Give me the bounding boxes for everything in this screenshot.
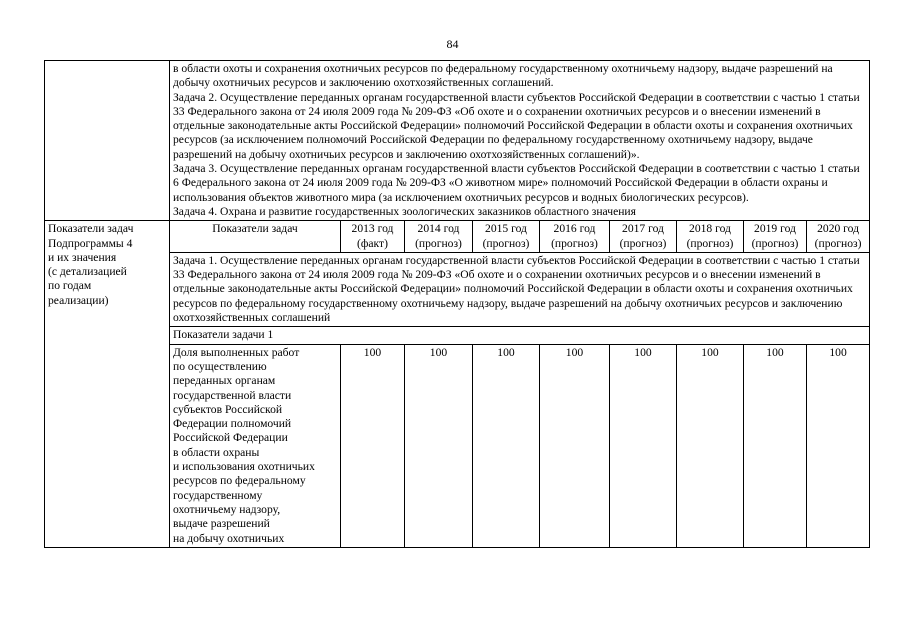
continuation-paragraph: в области охоты и сохранения охотничьих ресурсов по федеральному государственному охотничьему надзору, выдаче разрешений на добычу охотничьих ресурсов и заключению охотхозяйственных соглашений. — [173, 62, 833, 90]
value-2013: 100 — [341, 344, 405, 547]
task-4-paragraph: Задача 4. Охрана и развитие государственных зоологических заказников областного значения — [173, 204, 636, 218]
year-header-2019: 2019 год (прогноз) — [744, 221, 807, 253]
indicator-name: Доля выполненных работ по осуществлению переданных органам государственной власти субъектов Российской Федерации полномочий Российской Федерации в области охраны и использования охотничьих ресурсов по федеральному государственному охотничьему надзору, выдаче разрешений на добычу охотничьих — [170, 344, 341, 547]
task-2-paragraph: Задача 2. Осуществление переданных органам государственной власти субъектов Российской Федерации в соответствии с частью 1 статьи 33 Федерального закона от 24 июля 2009 года № 209-ФЗ «Об охоте и о сохранении охотничьих ресурсов и о внесении изменений в отдельные законодательные акты Российской Федерации» полномочий Российской Федерации в области охоты и сохранения охотничьих ресурсов (за исключением полномочий Российской Федерации по федеральному государственному охотничьему надзору, выдаче разрешений на добычу охотничьих ресурсов и заключению охотхозяйственных соглашений)». — [173, 90, 860, 161]
task-1-text: Задача 1. Осуществление переданных органам государственной власти субъектов Российской Федерации в соответствии с частью 1 статьи 33 Федерального закона от 24 июля 2009 года № 209-ФЗ «Об охоте и о сохранении охотничьих ресурсов и о внесении изменений в отдельные законодательные акты Российской Федерации» полномочий Российской Федерации в области охоты и сохранения охотничьих ресурсов по федеральному государственному охотничьему надзору, выдаче разрешений на добычу охотничьих ресурсов и заключению охотхозяйственных соглашений — [170, 252, 870, 326]
value-2015: 100 — [473, 344, 540, 547]
value-2019: 100 — [744, 344, 807, 547]
tasks-text-cell — [170, 61, 870, 221]
year-header-2018: 2018 год (прогноз) — [677, 221, 744, 253]
label-line: (с детализацией — [48, 265, 127, 279]
label-line: Показатели задач — [48, 222, 134, 236]
label-line: и их значения — [48, 250, 117, 264]
label-line: Подпрограммы 4 — [48, 236, 133, 250]
value-2014: 100 — [405, 344, 473, 547]
page-number: 84 — [446, 37, 459, 51]
year-header-2015: 2015 год (прогноз) — [473, 221, 540, 253]
year-header-2014: 2014 год (прогноз) — [405, 221, 473, 253]
empty-label-cell — [45, 61, 170, 221]
indicators-section-label — [45, 221, 170, 548]
value-2020: 100 — [807, 344, 870, 547]
header-row — [45, 221, 870, 253]
value-2016: 100 — [540, 344, 610, 547]
value-2018: 100 — [677, 344, 744, 547]
year-header-2016: 2016 год (прогноз) — [540, 221, 610, 253]
continuation-row — [45, 61, 870, 221]
subprogram-table — [44, 60, 870, 548]
task-3-paragraph: Задача 3. Осуществление переданных органам государственной власти субъектов Российской Федерации в соответствии с частью 1 статьи 6 Федерального закона от 24 июля 2009 года № 209-ФЗ «О животном мире» полномочий Российской Федерации в области охраны и использования объектов животного мира (за исключением охотничьих ресурсов и водных биологических ресурсов). — [173, 162, 860, 204]
label-line: реализации) — [48, 293, 109, 307]
value-2017: 100 — [610, 344, 677, 547]
year-header-2017: 2017 год (прогноз) — [610, 221, 677, 253]
task-1-indicators-label: Показатели задачи 1 — [170, 327, 870, 344]
year-header-2020: 2020 год (прогноз) — [807, 221, 870, 253]
year-header-2013: 2013 год (факт) — [341, 221, 405, 253]
indicators-column-header: Показатели задач — [170, 221, 341, 253]
label-line: по годам — [48, 279, 92, 293]
